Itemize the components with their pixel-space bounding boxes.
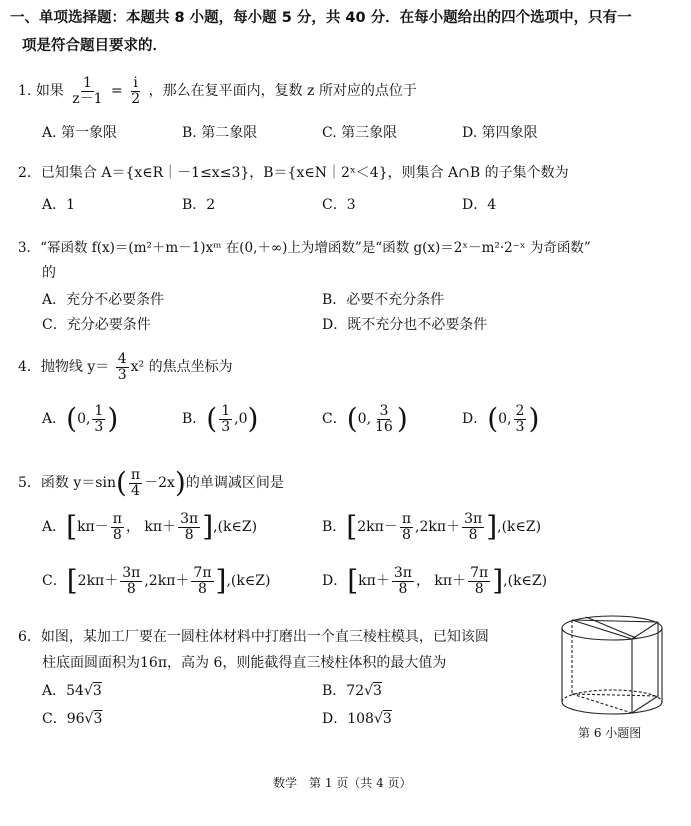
option-coef: 108: [347, 711, 374, 727]
fraction-denominator: 3: [515, 418, 525, 435]
fraction-numerator: 3π: [180, 511, 199, 527]
option-text: ,(k∈Z): [497, 519, 542, 536]
q1-option-c[interactable]: C. 第三象限: [322, 125, 398, 141]
left-bracket: [: [66, 564, 78, 598]
fraction-denominator: 16: [375, 418, 393, 435]
right-bracket: ]: [486, 510, 498, 544]
question-text-pre: 函数 y＝sin: [40, 475, 116, 492]
fraction: [178, 512, 200, 542]
q3-option-c[interactable]: C．充分必要条件: [42, 317, 151, 333]
option-label: D．: [462, 411, 488, 428]
question-5: [18, 468, 284, 498]
fraction: [514, 404, 527, 434]
fraction-numerator: 1: [82, 75, 92, 91]
question-4: [18, 352, 233, 382]
q6-option-a[interactable]: [42, 680, 102, 700]
right-bracket: ]: [215, 564, 227, 598]
fraction: [129, 76, 142, 106]
question-6-line2: 柱底面圆面积为16π，高为 6，则能截得直三棱柱体积的最大值为: [42, 655, 447, 671]
fraction-denominator: 8: [112, 526, 122, 543]
option-text: ， kπ＋: [415, 573, 467, 590]
option-text: ,2kπ＋: [415, 519, 461, 536]
fraction-denominator: 8: [126, 580, 136, 597]
option-text: 2kπ－: [357, 519, 398, 536]
option-label: D．: [322, 711, 348, 727]
fraction-numerator: 7π: [470, 565, 489, 581]
fraction: [111, 512, 124, 542]
sqrt-sign: √: [83, 683, 93, 699]
option-label: B．: [322, 683, 347, 699]
q4-option-c[interactable]: [322, 404, 408, 434]
sqrt-radicand: 3: [92, 683, 102, 699]
q2-option-d[interactable]: D．4: [462, 197, 497, 213]
fraction-numerator: π: [130, 467, 141, 483]
fraction-denominator: 8: [468, 526, 478, 543]
option-label: C．: [42, 573, 67, 590]
fraction-numerator: 3π: [464, 511, 483, 527]
sqrt-sign: √: [373, 711, 383, 727]
fraction-numerator: 3: [379, 403, 389, 419]
question-text-post: ，那么在复平面内，复数 z 所对应的点位于: [148, 83, 417, 100]
option-label: C．: [322, 411, 347, 428]
inner-expression: －2x: [144, 475, 175, 492]
q4-option-a[interactable]: [42, 404, 118, 434]
fraction: [400, 512, 413, 542]
option-label: B．: [182, 411, 207, 428]
section-header-line1: 一、单项选择题：本题共 8 小题，每小题 5 分，共 40 分．在每小题给出的四个选项中，只有一: [10, 10, 632, 26]
q5-option-b[interactable]: [322, 512, 541, 542]
q6-option-c[interactable]: [42, 708, 102, 728]
left-paren: (: [115, 466, 127, 500]
right-paren: ): [396, 402, 408, 436]
option-text: ,(k∈Z): [503, 573, 548, 590]
option-text: kπ＋: [358, 573, 390, 590]
left-bracket: [: [346, 510, 358, 544]
figure-caption: 第 6 小题图: [578, 726, 642, 740]
sqrt-radicand: 3: [93, 711, 103, 727]
question-2: 2．已知集合 A＝{x∈R｜－1≤x≤3}，B＝{x∈N｜2ˣ＜4}，则集合 A∩B 的子集个数为: [18, 165, 569, 181]
q4-option-b[interactable]: [182, 404, 258, 434]
option-label: C．: [42, 711, 67, 727]
q1-option-a[interactable]: A. 第一象限: [42, 125, 118, 141]
fraction-numerator: π: [401, 511, 412, 527]
question-3: 3．“幂函数 f(x)＝(m²＋m－1)xᵐ 在(0,＋∞)上为增函数”是“函数 g(x)＝2ˣ－m²·2⁻ˣ 为奇函数”: [18, 240, 591, 256]
sqrt-radicand: 3: [373, 683, 382, 699]
right-paren: ): [107, 402, 119, 436]
fraction-numerator: 1: [221, 403, 231, 419]
fraction: [70, 76, 104, 106]
question-text-pre: 如果: [35, 83, 64, 100]
option-text: 0,: [498, 411, 512, 428]
option-coef: 72: [346, 683, 365, 699]
fraction-numerator: 3π: [393, 565, 412, 581]
fraction: [191, 566, 213, 596]
option-label: B．: [322, 519, 347, 536]
cylinder-prism-figure: [556, 612, 668, 720]
q2-option-b[interactable]: B．2: [182, 197, 216, 213]
fraction-denominator: 8: [401, 526, 411, 543]
option-label: A．: [42, 519, 67, 536]
left-paren: (: [66, 402, 78, 436]
question-text-pre: 抛物线 y＝: [40, 359, 110, 376]
fraction-numerator: 4: [117, 351, 127, 367]
left-bracket: [: [66, 510, 78, 544]
option-text: ,(k∈Z): [226, 573, 271, 590]
option-text: ,(k∈Z): [213, 519, 258, 536]
question-number: 5．: [18, 475, 41, 492]
fraction: [392, 566, 414, 596]
q5-option-d[interactable]: [322, 566, 547, 596]
q3-option-d[interactable]: D．既不充分也不必要条件: [322, 317, 488, 333]
fraction-denominator: 8: [198, 580, 207, 597]
fraction: [373, 404, 395, 434]
fraction-denominator: 2: [131, 90, 141, 107]
option-text: 0,: [357, 411, 372, 428]
q5-option-a[interactable]: [42, 512, 257, 542]
fraction-numerator: π: [112, 511, 122, 527]
option-text: ， kπ＋: [125, 519, 177, 536]
sqrt-sign: √: [84, 711, 94, 727]
fraction-denominator: 3: [117, 366, 127, 383]
question-number: 4．: [18, 359, 41, 376]
q1-option-d[interactable]: D. 第四象限: [462, 125, 538, 141]
fraction-denominator: 8: [184, 526, 194, 543]
fraction-denominator: 3: [221, 418, 231, 435]
fraction-numerator: 7π: [193, 565, 212, 581]
fraction-numerator: i: [133, 75, 138, 91]
q4-option-d[interactable]: [462, 404, 539, 434]
option-text: ,0: [234, 411, 248, 428]
q2-option-a[interactable]: A．1: [42, 197, 76, 213]
fraction: [120, 566, 142, 596]
sqrt-sign: √: [364, 683, 374, 699]
section-header-line2: 项是符合题目要求的．: [22, 38, 167, 54]
left-bracket: [: [347, 564, 359, 598]
right-bracket: ]: [202, 510, 214, 544]
option-text: kπ－: [77, 519, 109, 536]
left-paren: (: [487, 402, 499, 436]
q3-option-b[interactable]: B．必要不充分条件: [322, 292, 445, 308]
q3-option-a[interactable]: A．充分不必要条件: [42, 292, 165, 308]
option-coef: 96: [66, 711, 85, 727]
page-footer: 数学 第 1 页（共 4 页）: [273, 776, 412, 790]
fraction-denominator: 8: [398, 580, 408, 597]
right-paren: ): [174, 466, 186, 500]
q6-option-d[interactable]: [322, 708, 392, 728]
fraction-denominator: 8: [474, 580, 484, 597]
fraction-numerator: 2: [515, 403, 525, 419]
option-text: 0,: [77, 411, 91, 428]
equals-sign: =: [111, 83, 123, 100]
option-text: 2kπ＋: [77, 573, 119, 590]
fraction: [219, 404, 232, 434]
fraction: [468, 566, 490, 596]
fraction-numerator: 3π: [122, 565, 141, 581]
right-bracket: ]: [492, 564, 504, 598]
question-1: [18, 76, 417, 106]
fraction-numerator: 1: [94, 403, 104, 419]
q1-option-b[interactable]: B. 第二象限: [182, 125, 258, 141]
fraction-denominator: z－1: [72, 90, 103, 107]
option-label: A．: [42, 683, 67, 699]
fraction: [116, 352, 129, 382]
option-coef: 54: [66, 683, 84, 699]
q2-option-c[interactable]: C．3: [322, 197, 356, 213]
q5-option-c[interactable]: [42, 566, 270, 596]
right-paren: ): [247, 402, 259, 436]
left-paren: (: [206, 402, 218, 436]
left-paren: (: [346, 402, 358, 436]
fraction-denominator: 4: [131, 482, 140, 499]
question-text-post: x² 的焦点坐标为: [130, 359, 233, 376]
fraction: [129, 468, 142, 498]
option-text: ,2kπ＋: [144, 573, 190, 590]
fraction: [92, 404, 105, 434]
question-3-cont: 的: [42, 265, 56, 281]
fraction-denominator: 3: [94, 418, 104, 435]
fraction: [462, 512, 484, 542]
option-label: A．: [42, 411, 67, 428]
question-number: 1.: [18, 83, 32, 100]
q6-option-b[interactable]: [322, 680, 382, 700]
sqrt-radicand: 3: [382, 711, 392, 727]
question-text-post: 的单调减区间是: [185, 475, 284, 492]
option-label: D．: [322, 573, 348, 590]
right-paren: ): [528, 402, 540, 436]
question-6-line1: 6．如图，某加工厂要在一圆柱体材料中打磨出一个直三棱柱模具，已知该圆: [18, 629, 489, 645]
